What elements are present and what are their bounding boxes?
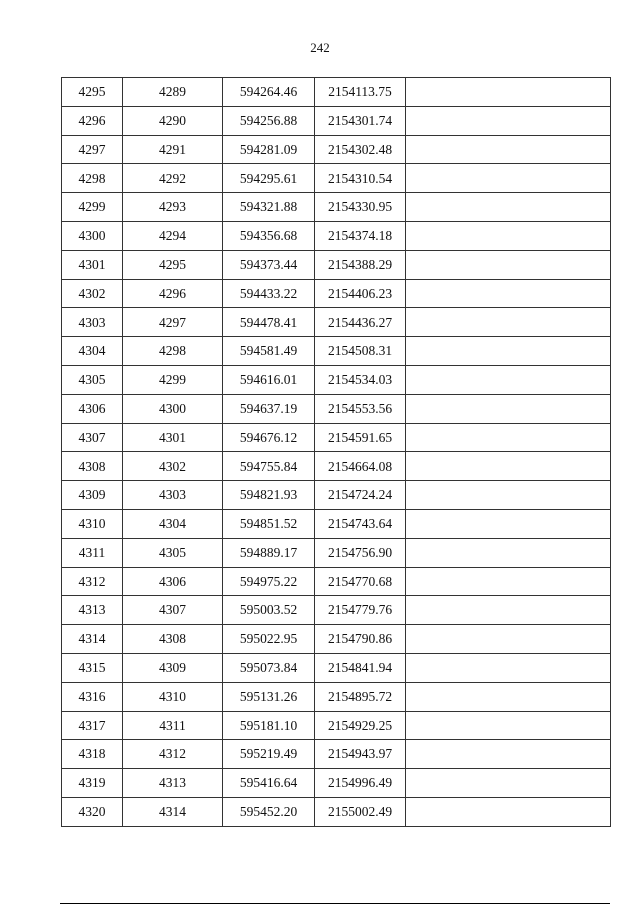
table-cell: 595181.10 [223,711,315,740]
table-cell: 595219.49 [223,740,315,769]
table-row [62,106,611,135]
table-cell [406,135,611,164]
table-cell: 4303 [123,481,223,510]
table-cell [406,250,611,279]
table-cell: 2154724.24 [315,481,406,510]
table-cell: 4314 [62,625,123,654]
table-cell: 4295 [123,250,223,279]
table-cell [406,78,611,107]
table-row [62,740,611,769]
table-cell: 4305 [123,538,223,567]
table-cell: 2154553.56 [315,394,406,423]
table-cell: 4306 [62,394,123,423]
table-cell [406,509,611,538]
table-row [62,279,611,308]
table-cell: 2154508.31 [315,337,406,366]
table-cell: 4292 [123,164,223,193]
coordinates-table-body [62,78,611,827]
table-row [62,365,611,394]
table-cell: 4305 [62,365,123,394]
table-cell [406,394,611,423]
table-cell: 4291 [123,135,223,164]
table-row [62,596,611,625]
table-cell: 594321.88 [223,193,315,222]
table-row [62,78,611,107]
table-cell: 4318 [62,740,123,769]
table-cell: 594373.44 [223,250,315,279]
table-cell: 2154436.27 [315,308,406,337]
footer-rule [60,903,610,904]
table-cell: 4310 [62,509,123,538]
table-cell: 595131.26 [223,682,315,711]
table-cell [406,452,611,481]
table-cell: 2154770.68 [315,567,406,596]
table-cell: 2154302.48 [315,135,406,164]
table-cell [406,567,611,596]
table-cell: 594616.01 [223,365,315,394]
table-cell: 4299 [62,193,123,222]
table-cell: 4316 [62,682,123,711]
table-cell: 4313 [62,596,123,625]
table-cell [406,279,611,308]
table-row [62,164,611,193]
table-cell [406,596,611,625]
table-cell: 594821.93 [223,481,315,510]
table-cell: 2154841.94 [315,653,406,682]
table-cell: 2154743.64 [315,509,406,538]
table-cell: 4296 [62,106,123,135]
table-cell: 4304 [123,509,223,538]
table-cell [406,797,611,826]
table-cell: 595416.64 [223,769,315,798]
table-cell: 594975.22 [223,567,315,596]
table-cell: 4293 [123,193,223,222]
table-row [62,250,611,279]
table-cell [406,193,611,222]
table-row [62,394,611,423]
table-cell: 4296 [123,279,223,308]
table-cell: 4319 [62,769,123,798]
table-cell: 595003.52 [223,596,315,625]
table-cell: 4294 [123,221,223,250]
table-cell: 4301 [123,423,223,452]
table-cell: 4306 [123,567,223,596]
table-row [62,308,611,337]
table-cell [406,106,611,135]
table-cell: 2155002.49 [315,797,406,826]
table-cell: 4301 [62,250,123,279]
table-cell: 594676.12 [223,423,315,452]
table-cell: 2154330.95 [315,193,406,222]
table-cell: 594478.41 [223,308,315,337]
table-cell: 4311 [123,711,223,740]
table-cell [406,308,611,337]
table-row [62,337,611,366]
table-cell: 2154664.08 [315,452,406,481]
table-row [62,423,611,452]
table-cell: 4298 [62,164,123,193]
table-cell: 4304 [62,337,123,366]
table-cell: 4320 [62,797,123,826]
table-cell: 4300 [123,394,223,423]
table-cell: 4302 [62,279,123,308]
page-number: 242 [310,40,330,55]
table-cell: 4303 [62,308,123,337]
table-cell: 2154113.75 [315,78,406,107]
coordinates-table [61,77,611,827]
table-cell: 4312 [123,740,223,769]
table-cell [406,711,611,740]
table-cell: 594889.17 [223,538,315,567]
table-cell: 4312 [62,567,123,596]
table-cell: 4308 [123,625,223,654]
table-row [62,567,611,596]
table-row [62,797,611,826]
table-row [62,452,611,481]
table-cell [406,653,611,682]
table-cell: 4315 [62,653,123,682]
table-cell: 2154756.90 [315,538,406,567]
table-cell: 2154895.72 [315,682,406,711]
table-cell: 2154374.18 [315,221,406,250]
table-cell: 2154790.86 [315,625,406,654]
table-row [62,625,611,654]
table-cell: 4308 [62,452,123,481]
table-cell: 594637.19 [223,394,315,423]
table-cell [406,365,611,394]
table-cell: 4299 [123,365,223,394]
table-row [62,711,611,740]
table-cell: 4289 [123,78,223,107]
table-cell: 4302 [123,452,223,481]
table-cell [406,337,611,366]
table-cell: 594581.49 [223,337,315,366]
table-cell: 2154406.23 [315,279,406,308]
table-row [62,481,611,510]
table-row [62,682,611,711]
table-cell: 595452.20 [223,797,315,826]
table-cell: 2154929.25 [315,711,406,740]
table-cell: 4311 [62,538,123,567]
table-cell: 2154301.74 [315,106,406,135]
table-cell [406,481,611,510]
table-cell: 594295.61 [223,164,315,193]
table-cell: 4290 [123,106,223,135]
table-cell: 4310 [123,682,223,711]
table-cell: 4317 [62,711,123,740]
table-cell: 4295 [62,78,123,107]
table-cell: 2154591.65 [315,423,406,452]
table-cell: 4298 [123,337,223,366]
table-cell: 594433.22 [223,279,315,308]
table-cell: 594755.84 [223,452,315,481]
table-cell: 4300 [62,221,123,250]
table-cell: 4307 [123,596,223,625]
table-cell: 2154996.49 [315,769,406,798]
table-cell: 4313 [123,769,223,798]
table-cell: 594256.88 [223,106,315,135]
table-row [62,221,611,250]
table-cell: 595022.95 [223,625,315,654]
table-cell: 2154779.76 [315,596,406,625]
table-cell: 2154534.03 [315,365,406,394]
table-cell: 595073.84 [223,653,315,682]
table-cell [406,221,611,250]
table-row [62,653,611,682]
table-cell: 2154943.97 [315,740,406,769]
table-cell [406,769,611,798]
table-cell [406,423,611,452]
table-cell: 594264.46 [223,78,315,107]
table-row [62,538,611,567]
table-cell: 4309 [62,481,123,510]
table-cell: 594356.68 [223,221,315,250]
table-cell [406,682,611,711]
table-cell: 2154388.29 [315,250,406,279]
table-cell: 594851.52 [223,509,315,538]
table-cell [406,538,611,567]
table-cell: 4307 [62,423,123,452]
table-cell: 4314 [123,797,223,826]
table-row [62,193,611,222]
table-cell: 4309 [123,653,223,682]
table-cell [406,164,611,193]
table-cell: 4297 [62,135,123,164]
table-row [62,135,611,164]
table-cell: 2154310.54 [315,164,406,193]
table-row [62,509,611,538]
table-cell [406,740,611,769]
table-cell [406,625,611,654]
table-cell: 4297 [123,308,223,337]
table-cell: 594281.09 [223,135,315,164]
table-row [62,769,611,798]
